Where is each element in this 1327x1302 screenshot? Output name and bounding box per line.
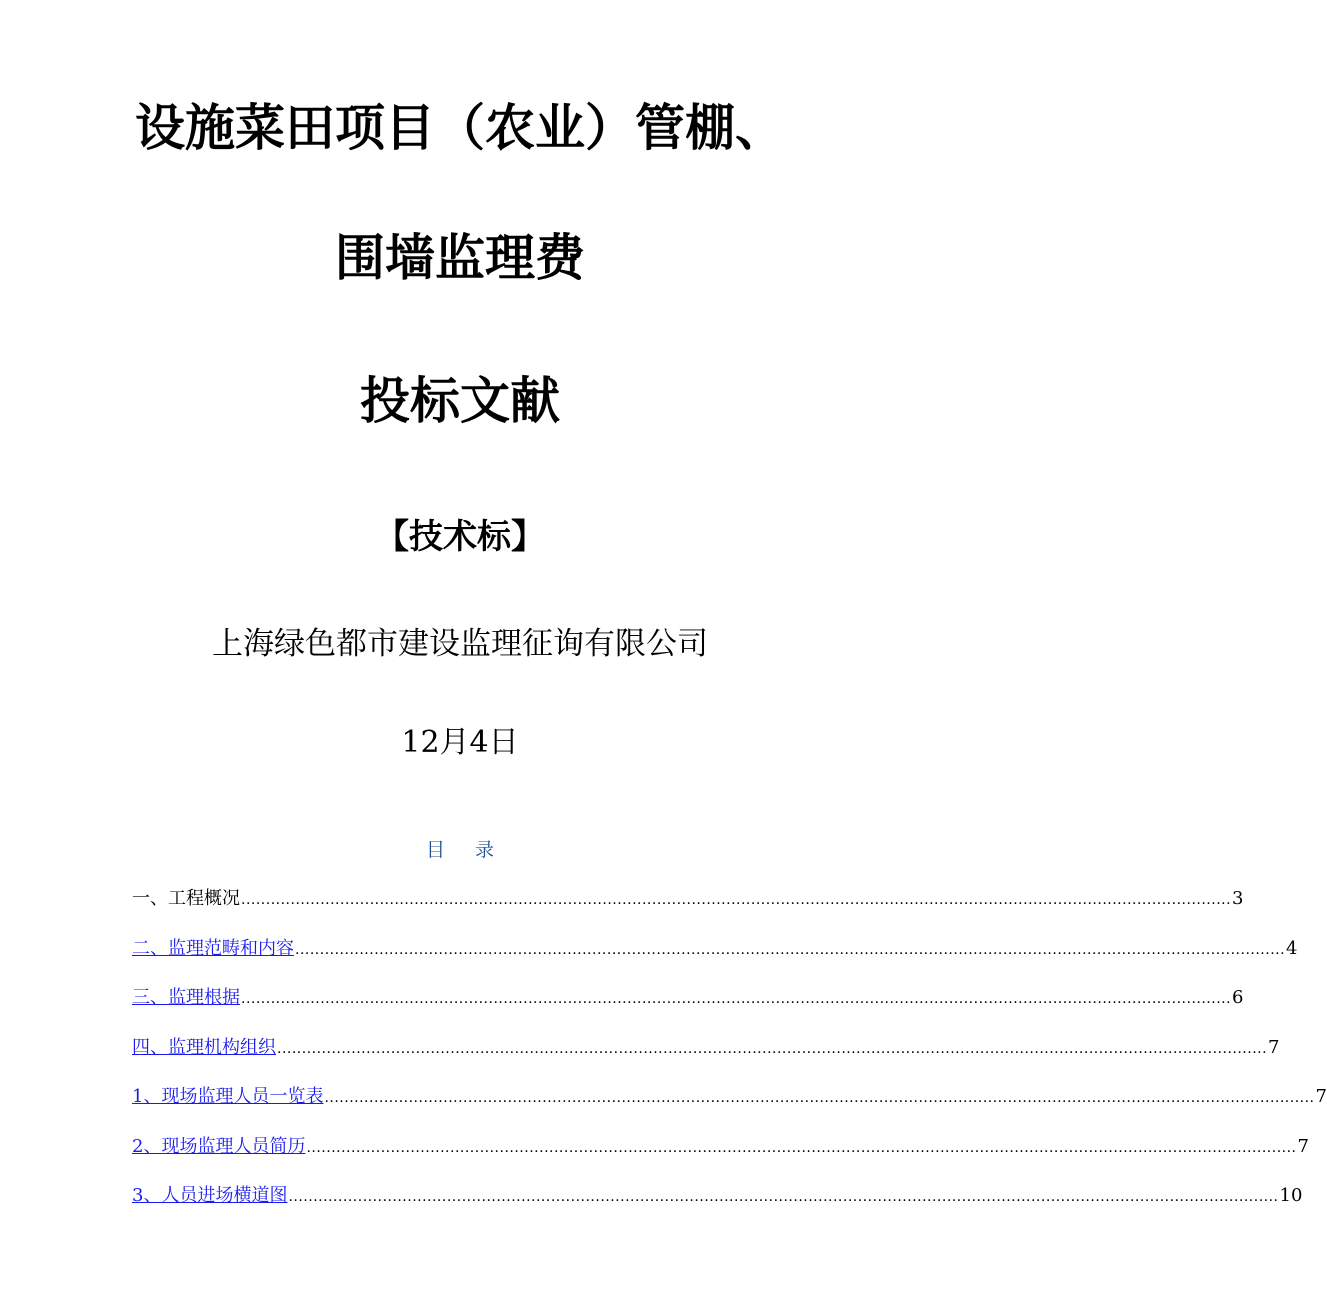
toc-entry-link[interactable]: 1、现场监理人员一览表 [132, 1086, 324, 1107]
toc-leader: ........................................................................................................................................................................................................ [288, 1189, 1279, 1205]
toc-entry-label: 一、工程概况 [132, 888, 240, 909]
toc-entry[interactable] [132, 1082, 1327, 1132]
title-line-1: 设施菜田项目（农业）管棚、 [135, 99, 785, 157]
document-date: 12月4日 [401, 725, 519, 760]
title-line-2: 围墙监理费 [335, 229, 585, 287]
title-line-3: 投标文献 [360, 372, 560, 430]
toc-entry-link[interactable]: 二、监理范畴和内容 [132, 937, 294, 959]
toc-leader: ........................................................................................................................................................................................................ [295, 941, 1286, 958]
toc-leader: ........................................................................................................................................................................................................ [324, 1090, 1315, 1106]
toc-entry-page: 3 [1232, 888, 1244, 909]
toc-entry[interactable] [132, 1181, 1303, 1231]
toc-entry-page: 7 [1268, 1036, 1280, 1058]
toc-entry-page: 4 [1286, 937, 1298, 959]
toc-leader: ........................................................................................................................................................................................................ [277, 1040, 1268, 1057]
toc-entry[interactable] [132, 1033, 1280, 1083]
toc-entry[interactable] [132, 983, 1244, 1033]
company-name: 上海绿色都市建设监理征询有限公司 [212, 626, 708, 662]
toc-entry-page: 10 [1279, 1185, 1303, 1206]
toc-heading: 目录 [425, 839, 524, 861]
toc-entry[interactable] [132, 934, 1298, 984]
document-subtitle: 【技术标】 [375, 517, 545, 557]
toc-leader: ........................................................................................................................................................................................................ [241, 991, 1232, 1007]
toc-entry-link[interactable]: 3、人员进场横道图 [132, 1185, 288, 1206]
toc-leader: ........................................................................................................................................................................................................ [306, 1139, 1297, 1156]
toc-entry-link[interactable]: 三、监理根据 [132, 987, 240, 1008]
toc-entry-page: 6 [1232, 987, 1244, 1008]
toc-entry-link[interactable]: 四、监理机构组织 [132, 1036, 276, 1058]
toc-entry-page: 7 [1315, 1086, 1327, 1107]
toc-entry-link[interactable]: 2、现场监理人员简历 [132, 1135, 306, 1157]
toc-entry [132, 884, 1244, 934]
toc-entry-page: 7 [1297, 1135, 1309, 1157]
toc-entry[interactable] [132, 1132, 1309, 1182]
table-of-contents [132, 884, 1327, 1231]
toc-leader: ........................................................................................................................................................................................................ [241, 892, 1232, 908]
